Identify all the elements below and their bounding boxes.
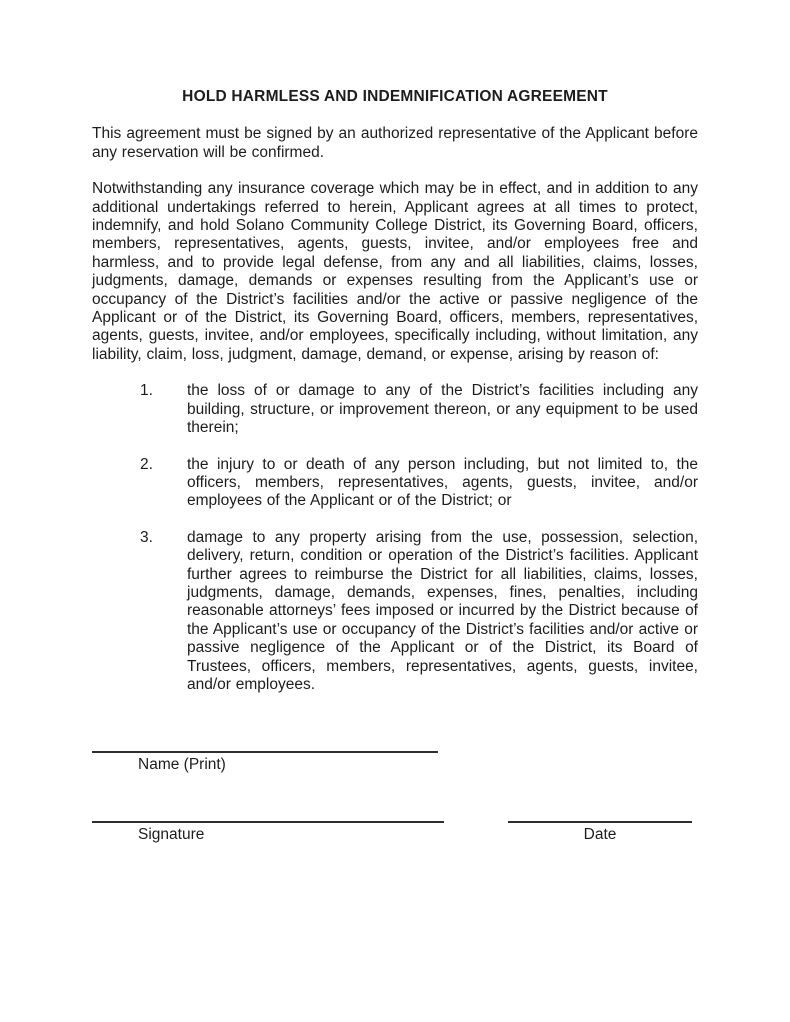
signature-date-row	[92, 821, 698, 844]
list-item-number: 1.	[140, 382, 153, 400]
list-item-text: the injury to or death of any person including, but not limited to, the officers, members, representatives, agents, guests, invitee, and/or employees of the Applicant or of the District; or	[187, 455, 698, 510]
body-paragraph: Notwithstanding any insurance coverage which may be in effect, and in addition to any additional undertakings referred to herein, Applicant agrees at all times to protect, indemnify, and hold Solano Community College District, its Governing Board, officers, members, representatives, agents, guests, invitee, and/or employees free and harmless, and to provide legal defense, from any and all liabilities, claims, losses, judgments, damage, demands or expenses resulting from the Applicant’s use or occupancy of the District’s facilities and/or the active or passive negligence of the Applicant or of the District, its Governing Board, officers, members, representatives, agents, guests, invitee, and/or employees, specifically including, without limitation, any liability, claim, loss, judgment, damage, demand, or expense, arising by reason of:	[92, 180, 698, 363]
list-item	[92, 529, 698, 695]
list-item-text: damage to any property arising from the use, possession, selection, delivery, return, condition or operation of the District’s facilities. Applicant further agrees to reimburse the District for all liabilities, claims, losses, judgments, damage, demands, expenses, fines, penalties, including reasonable attorneys’ fees imposed or incurred by the District because of the Applicant’s use or occupancy of the District’s facilities and/or active or passive negligence of the Applicant or of the District, its Board of Trustees, officers, members, representatives, agents, guests, invitee, and/or employees.	[187, 528, 698, 693]
signature-section	[92, 751, 698, 844]
name-print-label: Name (Print)	[138, 756, 226, 774]
document-title: HOLD HARMLESS AND INDEMNIFICATION AGREEMENT	[182, 88, 608, 105]
list-item-number: 3.	[140, 528, 153, 546]
list-item-number: 2.	[140, 455, 153, 473]
list-item	[92, 382, 698, 437]
list-item-text: the loss of or damage to any of the District’s facilities including any building, structure, or improvement thereon, or any equipment to be used therein;	[187, 382, 698, 437]
date-label: Date	[583, 825, 617, 843]
signature-field	[92, 821, 444, 844]
intro-paragraph: This agreement must be signed by an authorized representative of the Applicant before any reservation will be confirmed.	[92, 125, 698, 161]
name-print-field	[92, 751, 438, 774]
list-item	[92, 456, 698, 511]
signature-label: Signature	[138, 825, 205, 843]
numbered-list	[92, 382, 698, 694]
date-field	[508, 821, 692, 844]
